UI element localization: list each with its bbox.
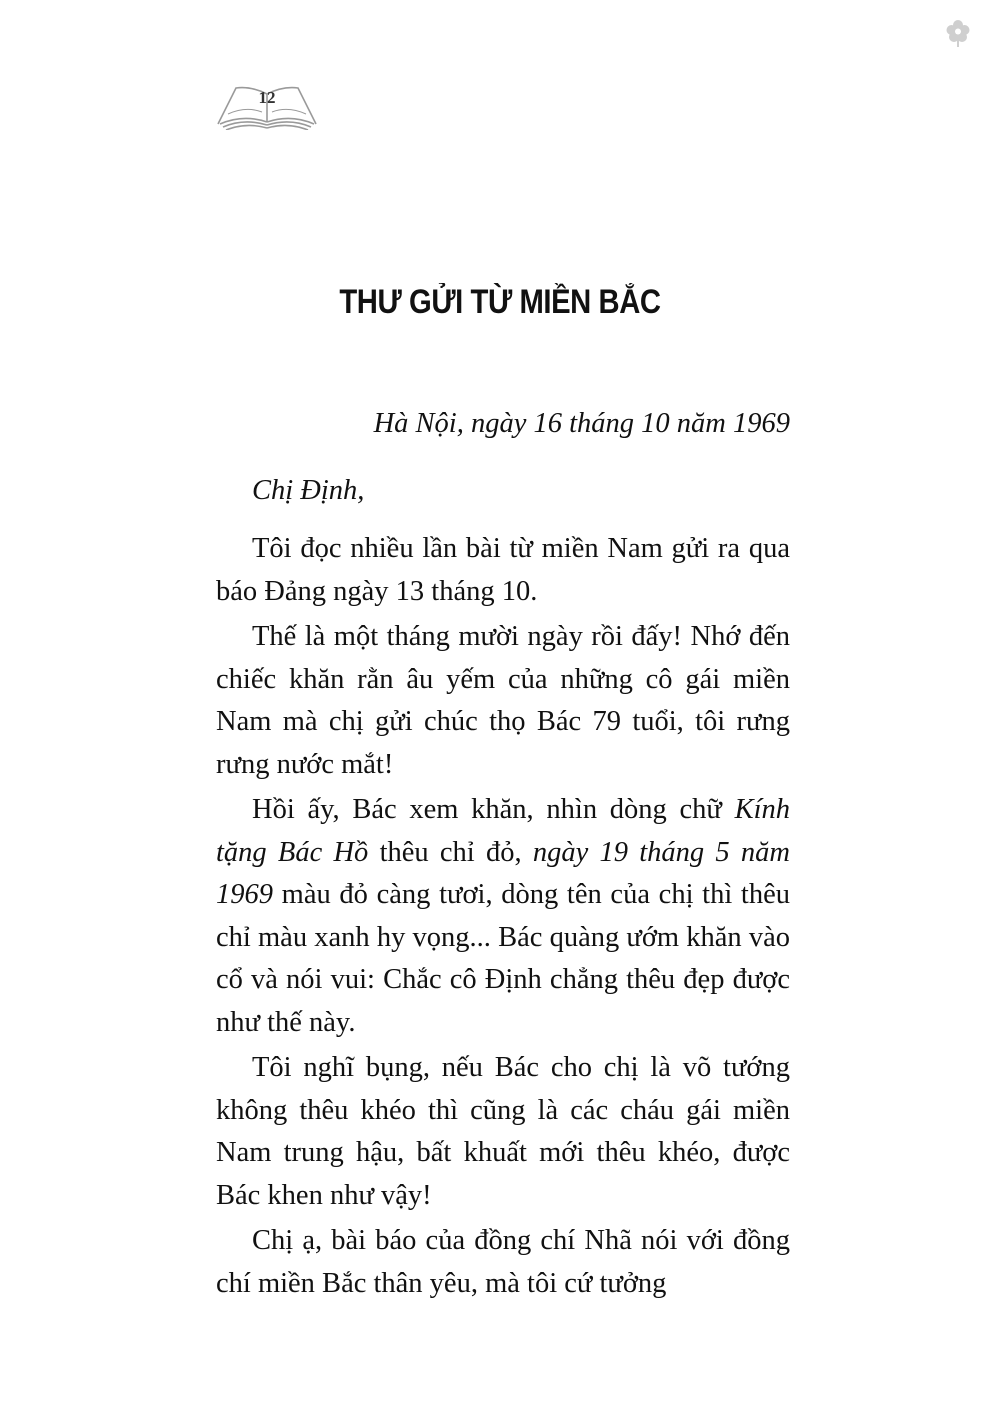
- paragraph: Chị ạ, bài báo của đồng chí Nhã nói với đồng chí miền Bắc thân yêu, mà tôi cứ tưởng: [216, 1225, 790, 1299]
- letter-salutation: Chị Định,: [252, 475, 365, 506]
- paragraph-text: màu đỏ càng tươi, dòng tên của chị thì thêu chỉ màu xanh hy vọng... Bác quàng ướm khăn vào cổ và nói vui: Chắc cô Định chẳng thêu đẹp được như thế này.: [216, 879, 790, 1038]
- flower-ornament-icon: [945, 18, 971, 48]
- paragraph: Tôi nghĩ bụng, nếu Bác cho chị là võ tướng không thêu khéo thì cũng là các cháu gái miền Nam trung hậu, bất khuất mới thêu khéo, được Bác khen như vậy!: [216, 1052, 790, 1211]
- letter-body: [216, 528, 790, 1305]
- paragraph: Tôi đọc nhiều lần bài từ miền Nam gửi ra qua báo Đảng ngày 13 tháng 10.: [216, 533, 790, 607]
- paragraph: [216, 789, 790, 1044]
- paragraph: Thế là một tháng mười ngày rồi đấy! Nhớ đến chiếc khăn rằn âu yếm của những cô gái miền Nam mà chị gửi chúc thọ Bác 79 tuổi, tôi rưng rưng nước mắt!: [216, 621, 790, 780]
- embroidered-date-quote: ngày 19 tháng 5 năm 1969: [216, 836, 790, 910]
- page-number: 12: [258, 88, 276, 107]
- paragraph-text: Hồi ấy, Bác xem khăn, nhìn dòng chữ: [252, 794, 735, 825]
- letter-dateline: Hà Nội, ngày 16 tháng 10 năm 1969: [373, 408, 790, 439]
- embroidered-text-quote: Kính tặng Bác Hồ: [216, 794, 790, 868]
- paragraph-text: thêu chỉ đỏ,: [368, 836, 533, 868]
- chapter-title: THƯ GỬI TỪ MIỀN BẮC: [339, 283, 661, 321]
- page-header: [216, 84, 318, 130]
